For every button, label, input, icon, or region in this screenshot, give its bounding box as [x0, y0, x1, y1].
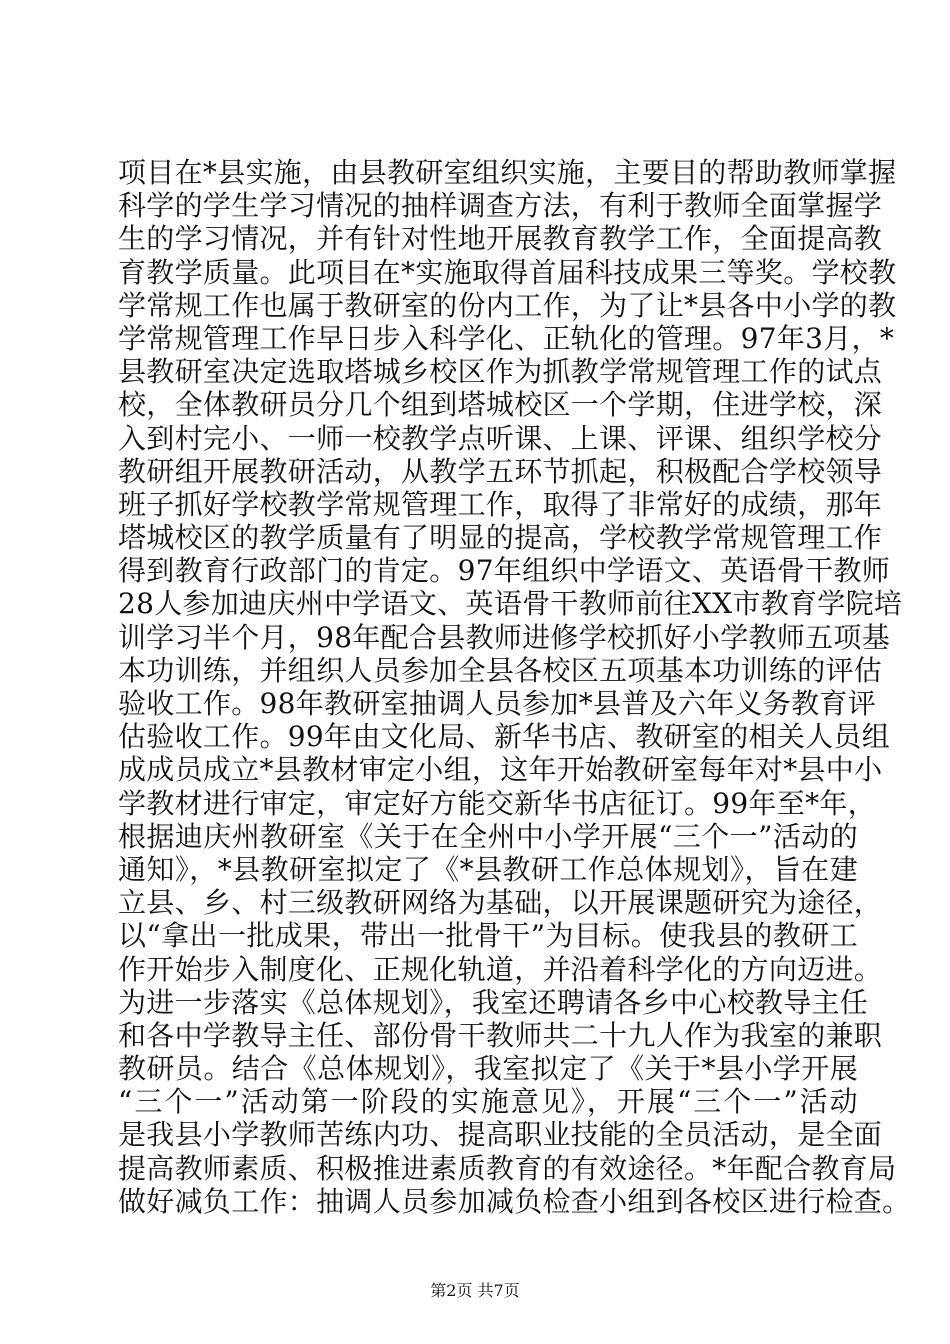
text-line: 估验收工作。99年由文化局、新华书店、教研室的相关人员组: [118, 720, 891, 754]
text-line: 科学的学生学习情况的抽样调查方法，有利于教师全面掌握学: [118, 189, 883, 223]
text-line: 28人参加迪庆州中学语文、英语骨干教师前往XX市教育学院培: [118, 587, 903, 621]
text-line: 做好减负工作：抽调人员参加减负检查小组到各校区进行检查。: [118, 1184, 911, 1218]
text-line: 生的学习情况，并有针对性地开展教育教学工作，全面提高教: [118, 222, 883, 256]
page-number-footer: 第2页 共7页: [430, 1281, 520, 1300]
text-line: “三个一”活动第一阶段的实施意见》，开展“三个一”活动: [118, 1085, 858, 1119]
text-line: 提高教师素质、积极推进素质教育的有效途径。*年配合教育局: [118, 1151, 897, 1185]
text-line: 入到村完小、一师一校教学点听课、上课、评课、组织学校分: [118, 421, 883, 455]
text-line: 学常规工作也属于教研室的份内工作，为了让*县各中小学的教: [118, 288, 897, 322]
text-line: 本功训练，并组织人员参加全县各校区五项基本功训练的评估: [118, 653, 883, 687]
text-line: 学常规管理工作早日步入科学化、正轨化的管理。97年3月，*: [118, 321, 895, 355]
text-line: 和各中学教导主任、部份骨干教师共二十九人作为我室的兼职: [118, 1018, 883, 1052]
body-text: [118, 156, 911, 1218]
text-line: 教研组开展教研活动，从教学五环节抓起，积极配合学校领导: [118, 454, 883, 488]
text-line: 县教研室决定选取塔城乡校区作为抓教学常规管理工作的试点: [118, 355, 883, 389]
text-line: 得到教育行政部门的肯定。97年组织中学语文、英语骨干教师: [118, 554, 891, 588]
text-line: 班子抓好学校教学常规管理工作，取得了非常好的成绩，那年: [118, 487, 883, 521]
text-line: 项目在*县实施，由县教研室组织实施，主要目的帮助教师掌握: [118, 156, 897, 189]
text-line: 以“拿出一批成果，带出一批骨干”为目标。使我县的教研工: [118, 919, 858, 953]
text-line: 校，全体教研员分几个组到塔城校区一个学期，住进学校，深: [118, 388, 883, 422]
text-line: 育教学质量。此项目在*实施取得首届科技成果三等奖。学校教: [118, 255, 897, 289]
text-line: 通知》，*县教研室拟定了《*县教研工作总体规划》，旨在建: [118, 852, 858, 886]
text-line: 作开始步入制度化、正规化轨道，并沿着科学化的方向迈进。: [118, 952, 883, 986]
text-line: 立县、乡、村三级教研网络为基础，以开展课题研究为途径，: [118, 886, 883, 920]
text-line: 塔城校区的教学质量有了明显的提高，学校教学常规管理工作: [118, 521, 883, 555]
text-line: 验收工作。98年教研室抽调人员参加*县普及六年义务教育评: [118, 687, 877, 720]
text-line: 为进一步落实《总体规划》，我室还聘请各乡中心校教导主任: [118, 985, 869, 1019]
text-line: 教研员。结合《总体规划》，我室拟定了《关于*县小学开展: [118, 1052, 858, 1086]
text-line: 成成员成立*县教材审定小组，这年开始教研室每年对*县中小: [118, 753, 883, 787]
text-line: 根据迪庆州教研室《关于在全州中小学开展“三个一”活动的: [118, 819, 858, 853]
text-line: 学教材进行审定，审定好方能交新华书店征订。99年至*年，: [118, 786, 877, 820]
text-line: 是我县小学教师苦练内功、提高职业技能的全员活动，是全面: [118, 1118, 883, 1152]
text-line: 训学习半个月，98年配合县教师进修学校抓好小学教师五项基: [118, 620, 891, 654]
